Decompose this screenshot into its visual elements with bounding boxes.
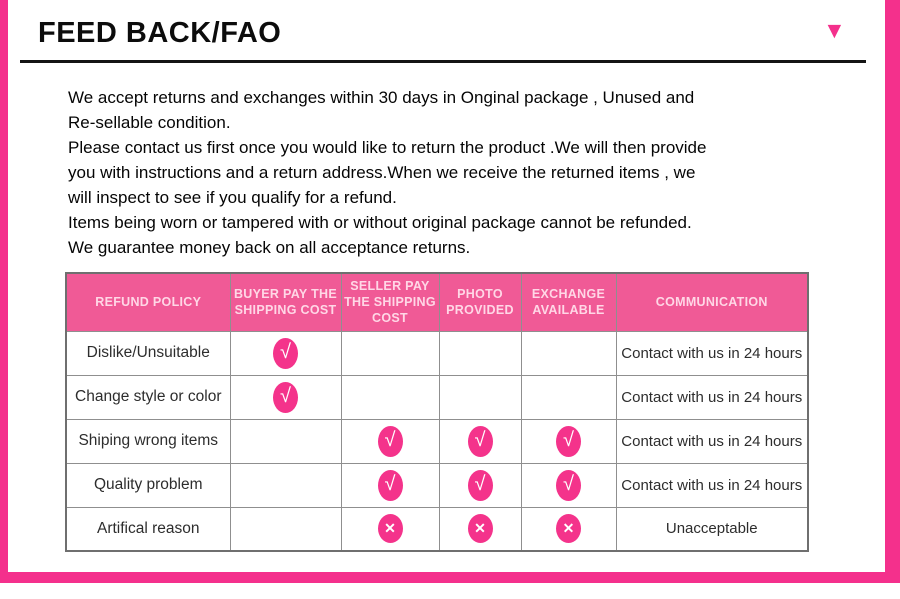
mark-cell <box>230 419 341 463</box>
mark-cell <box>439 419 521 463</box>
mark-cell <box>341 463 439 507</box>
page-border-left <box>0 0 8 583</box>
row-label: Change style or color <box>66 375 230 419</box>
mark-icon: ✕ <box>556 514 581 543</box>
collapse-triangle-icon[interactable]: ▼ <box>823 17 846 43</box>
column-header-communication: COMMUNICATION <box>616 273 808 331</box>
intro-line: We guarantee money back on all acceptance returns. <box>68 238 471 257</box>
communication-text: Unacceptable <box>616 507 808 551</box>
header-underline <box>20 60 866 63</box>
mark-cell <box>341 331 439 375</box>
mark-cell <box>341 375 439 419</box>
mark-icon: ✕ <box>378 514 403 543</box>
mark-cell <box>439 463 521 507</box>
mark-cell <box>230 463 341 507</box>
mark-cell <box>521 331 616 375</box>
mark-icon: √ <box>556 470 581 501</box>
communication-text: Contact with us in 24 hours <box>616 331 808 375</box>
intro-line: Re-sellable condition. <box>68 113 231 132</box>
mark-icon: √ <box>273 338 298 369</box>
table-header-row <box>66 273 808 331</box>
table-row <box>66 463 808 507</box>
mark-icon: √ <box>273 382 298 413</box>
mark-icon: √ <box>378 470 403 501</box>
communication-text: Contact with us in 24 hours <box>616 375 808 419</box>
row-label: Quality problem <box>66 463 230 507</box>
page-title: FEED BACK/FAO <box>38 17 282 49</box>
mark-cell <box>439 507 521 551</box>
mark-cell <box>439 375 521 419</box>
row-label: Shiping wrong items <box>66 419 230 463</box>
mark-cell <box>439 331 521 375</box>
mark-cell <box>521 375 616 419</box>
communication-text: Contact with us in 24 hours <box>616 463 808 507</box>
mark-cell <box>230 331 341 375</box>
row-label: Artifical reason <box>66 507 230 551</box>
row-label: Dislike/Unsuitable <box>66 331 230 375</box>
page-border-bottom <box>0 572 900 583</box>
table-row <box>66 419 808 463</box>
mark-icon: √ <box>378 426 403 457</box>
column-header-refund-policy: REFUND POLICY <box>66 273 230 331</box>
column-header-exchange: EXCHANGE AVAILABLE <box>521 273 616 331</box>
table-row <box>66 375 808 419</box>
return-policy-intro <box>68 85 706 260</box>
mark-cell <box>521 507 616 551</box>
mark-icon: √ <box>468 470 493 501</box>
column-header-seller-pay: SELLER PAY THE SHIPPING COST <box>341 273 439 331</box>
page-border-right <box>885 0 900 583</box>
mark-cell <box>341 419 439 463</box>
table-row <box>66 507 808 551</box>
intro-line: will inspect to see if you qualify for a refund. <box>68 188 397 207</box>
intro-line: you with instructions and a return address.When we receive the returned items , we <box>68 163 696 182</box>
intro-line: Items being worn or tampered with or without original package cannot be refunded. <box>68 213 692 232</box>
intro-line: Please contact us first once you would like to return the product .We will then provide <box>68 138 707 157</box>
table-row <box>66 331 808 375</box>
communication-text: Contact with us in 24 hours <box>616 419 808 463</box>
column-header-buyer-pay: BUYER PAY THE SHIPPING COST <box>230 273 341 331</box>
mark-icon: ✕ <box>468 514 493 543</box>
mark-cell <box>521 419 616 463</box>
mark-icon: √ <box>468 426 493 457</box>
refund-policy-table <box>65 272 809 552</box>
mark-cell <box>230 507 341 551</box>
mark-cell <box>521 463 616 507</box>
mark-icon: √ <box>556 426 581 457</box>
column-header-photo-provided: PHOTO PROVIDED <box>439 273 521 331</box>
mark-cell <box>341 507 439 551</box>
mark-cell <box>230 375 341 419</box>
intro-line: We accept returns and exchanges within 30 days in Onginal package , Unused and <box>68 88 695 107</box>
